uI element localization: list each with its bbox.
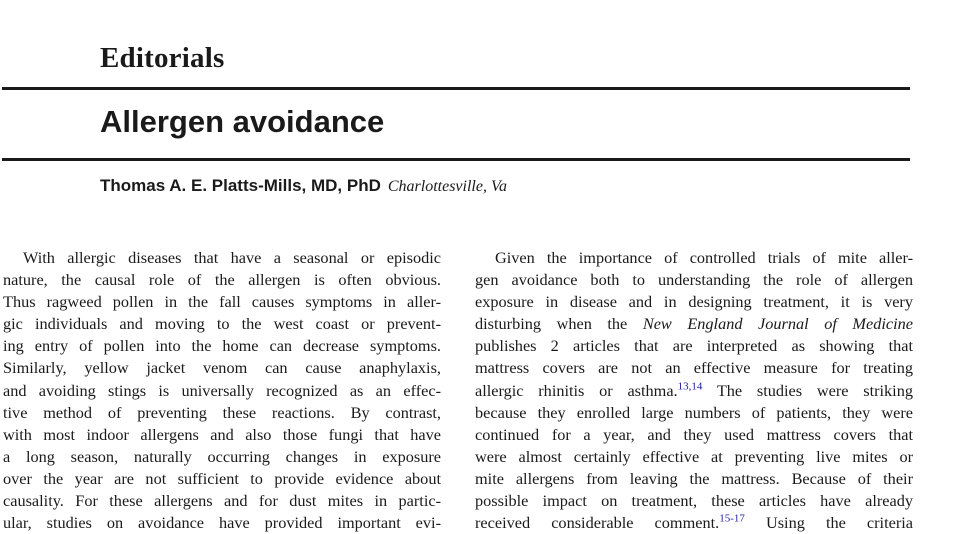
citation-link[interactable]: 15-17 xyxy=(719,512,745,525)
text-segment: Using the criteria xyxy=(744,513,914,533)
text-line: publishes 2 articles that are interpreted as showing that xyxy=(475,336,913,356)
text-line: tive method of preventing these reactions. By contrast, xyxy=(3,402,441,422)
text-line: and avoiding stings is universally recognized as an effec- xyxy=(3,380,441,400)
text-line: Similarly, yellow jacket venom can cause anaphylaxis, xyxy=(3,358,441,378)
text-segment: allergic rhinitis or asthma. xyxy=(475,380,678,400)
title-rule xyxy=(2,158,910,161)
text-line: nature, the causal role of the allergen is often obvious. xyxy=(3,270,441,290)
text-line: possible impact on treatment, these articles have already xyxy=(475,491,913,511)
byline xyxy=(100,176,507,196)
text-line: ing entry of pollen into the home can decrease symptoms. xyxy=(3,336,441,356)
text-line xyxy=(475,313,913,335)
text-segment: The studies were striking xyxy=(702,380,913,400)
text-line: gen avoidance both to understanding the role of allergen xyxy=(475,270,913,290)
text-line: gic individuals and moving to the west coast or prevent- xyxy=(3,314,441,334)
text-line: over the year are not sufficient to provide evidence about xyxy=(3,468,441,488)
right-column xyxy=(475,247,913,534)
text-line: Given the importance of controlled trials of mite aller- xyxy=(495,248,913,267)
text-line: exposure in disease and in designing treatment, it is very xyxy=(475,292,913,312)
left-column xyxy=(3,247,441,534)
text-line xyxy=(475,512,913,534)
text-segment: disturbing when the xyxy=(475,314,643,334)
author-name: Thomas A. E. Platts-Mills, MD, PhD xyxy=(100,176,381,195)
text-line: mite allergens from leaving the mattress. Because of their xyxy=(475,468,913,488)
text-line xyxy=(475,380,913,402)
text-line: Thus ragweed pollen in the fall causes symptoms in aller- xyxy=(3,292,441,312)
top-rule xyxy=(2,87,910,90)
text-line: a long season, naturally occurring changes in exposure xyxy=(3,446,441,466)
text-line: because they enrolled large numbers of patients, they were xyxy=(475,402,913,422)
citation-link[interactable]: 13,14 xyxy=(677,380,703,393)
text-line: causality. For these allergens and for dust mites in partic- xyxy=(3,491,441,511)
section-heading: Editorials xyxy=(100,42,225,74)
journal-name: New England Journal of Medicine xyxy=(642,314,914,334)
text-line: With allergic diseases that have a seasonal or episodic xyxy=(23,248,441,267)
text-line: continued for a year, and they used mattress covers that xyxy=(475,424,913,444)
author-affiliation: Charlottesville, Va xyxy=(387,178,507,195)
text-line: with most indoor allergens and also those fungi that have xyxy=(3,424,441,444)
article-title: Allergen avoidance xyxy=(100,104,385,139)
text-line: mattress covers are not an effective measure for treating xyxy=(475,358,913,378)
text-line: ular, studies on avoidance have provided important evi- xyxy=(3,513,441,533)
text-segment: received considerable comment. xyxy=(475,513,720,533)
text-line: were almost certainly effective at preventing live mites or xyxy=(475,446,913,466)
